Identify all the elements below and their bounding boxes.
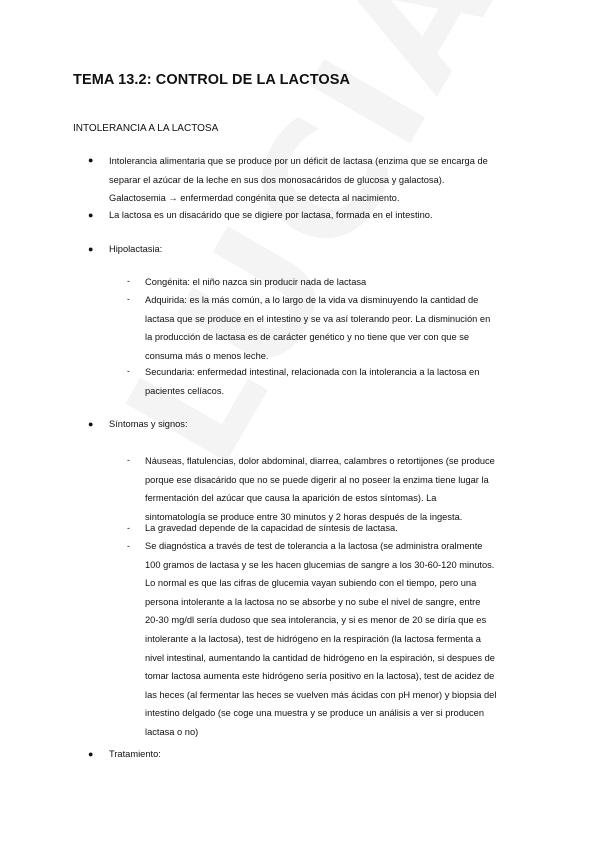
text-line: Síntomas y signos: [109,419,188,429]
sub-item [145,291,490,365]
sub-item [145,273,366,292]
text-line: Lo normal es que las cifras de glucemia vayan subiendo con el tiempo, pero una [145,578,477,589]
text-line: lactasa que se produce en el intestino y se va así tolerando peor. La disminución en [145,313,491,324]
bullet-icon: ● [88,749,94,759]
dash-marker: - [127,523,130,533]
dash-marker: - [127,294,130,304]
text-line: Náuseas, flatulencias, dolor abdominal, diarrea, calambres o retortijones (se produce [145,456,495,466]
bullet-icon: ● [88,210,94,220]
bullet-icon: ● [88,155,94,165]
text-line: porque ese disacárido que no se puede digerir al no poseer la enzima tiene lugar la [145,474,489,485]
text-line: la producción de lactasa es de carácter genético y no tiene que ver con que se [145,332,470,343]
dash-marker: - [127,276,130,286]
page-title: TEMA 13.2: CONTROL DE LA LACTOSA [73,72,351,88]
text-line: pacientes celíacos. [145,385,225,396]
text-line: Galactosemia → enfermerdad congénita que se detecta al nacimiento. [109,193,400,204]
bullet-icon: ● [88,419,94,429]
text-line: persona intolerante a la lactosa no se absorbe y no sube el nivel de sangre, entre [145,596,481,607]
dash-marker: - [127,541,130,551]
section-heading: INTOLERANCIA A LA LACTOSA [73,123,219,134]
text-line: Intolerancia alimentaria que se produce por un déficit de lactasa (enzima que se encarga de [109,156,488,166]
text-line: fermentación del azúcar que causa la aparición de estos síntomas). La [145,493,437,504]
list-item-0 [109,152,488,208]
list-item-1 [109,206,433,225]
text-line: intolerante a la lactosa), test de hidrógeno en la respiración (la lactosa fermenta a [145,633,481,644]
text-line: Congénita: el niño nazca sin producir nada de lactasa [145,277,367,287]
text-line: nivel intestinal, aumentando la cantidad de hidrógeno en la espiración, si despues de [145,652,495,663]
bullet-icon: ● [88,244,94,254]
text-line: intestino delgado (se coge una muestra y se produce un análisis a ver si producen [145,708,485,719]
list-item-3 [109,415,188,434]
dash-marker: - [127,455,130,465]
dash-marker: - [127,366,130,376]
text-line: La gravedad depende de la capacidad de síntesis de lactasa. [145,523,398,533]
sub-item [145,452,495,526]
list-item-2 [109,240,162,259]
text-line: Hipolactasia: [109,244,163,254]
text-line: Secundaria: enfermedad intestinal, relacionada con la intolerancia a la lactosa en [145,367,480,377]
text-line: La lactosa es un disacárido que se digiere por lactasa, formada en el intestino. [109,210,433,220]
sub-item [145,519,398,538]
text-line: 20-30 mg/dl sería dudoso que sea intolerancia, y si es menor de 20 se diría que es [145,615,487,626]
text-line: tomar lactosa aumenta este hidrógeno sería positivo en la lactosa), test de acidez de [145,671,495,682]
text-line: Se diagnóstica a través de test de tolerancia a la lactosa (se administra oralmente [145,541,483,551]
text-line: Adquirida: es la más común, a lo largo de la vida va disminuyendo la cantidad de [145,295,479,305]
text-line: las heces (al fermentar las heces se vuelven más ácidas con pH menor) y biopsia del [145,689,497,700]
text-line: Tratamiento: [109,749,161,759]
sub-item [145,363,479,400]
text-line: consuma más o menos leche. [145,350,269,361]
text-line: sintomatología se produce entre 30 minutos y 2 horas después de la ingesta. [145,511,463,522]
text-line: 100 gramos de lactasa y se les hacen glucemias de sangre a los 30-60-120 minutos. [145,559,495,570]
text-line: lactasa o no) [145,726,199,737]
text-line: separar el azúcar de la leche en sus dos monosacáridos de glucosa y galactosa). [109,174,445,185]
list-item-4 [109,745,161,764]
sub-item [145,537,496,742]
